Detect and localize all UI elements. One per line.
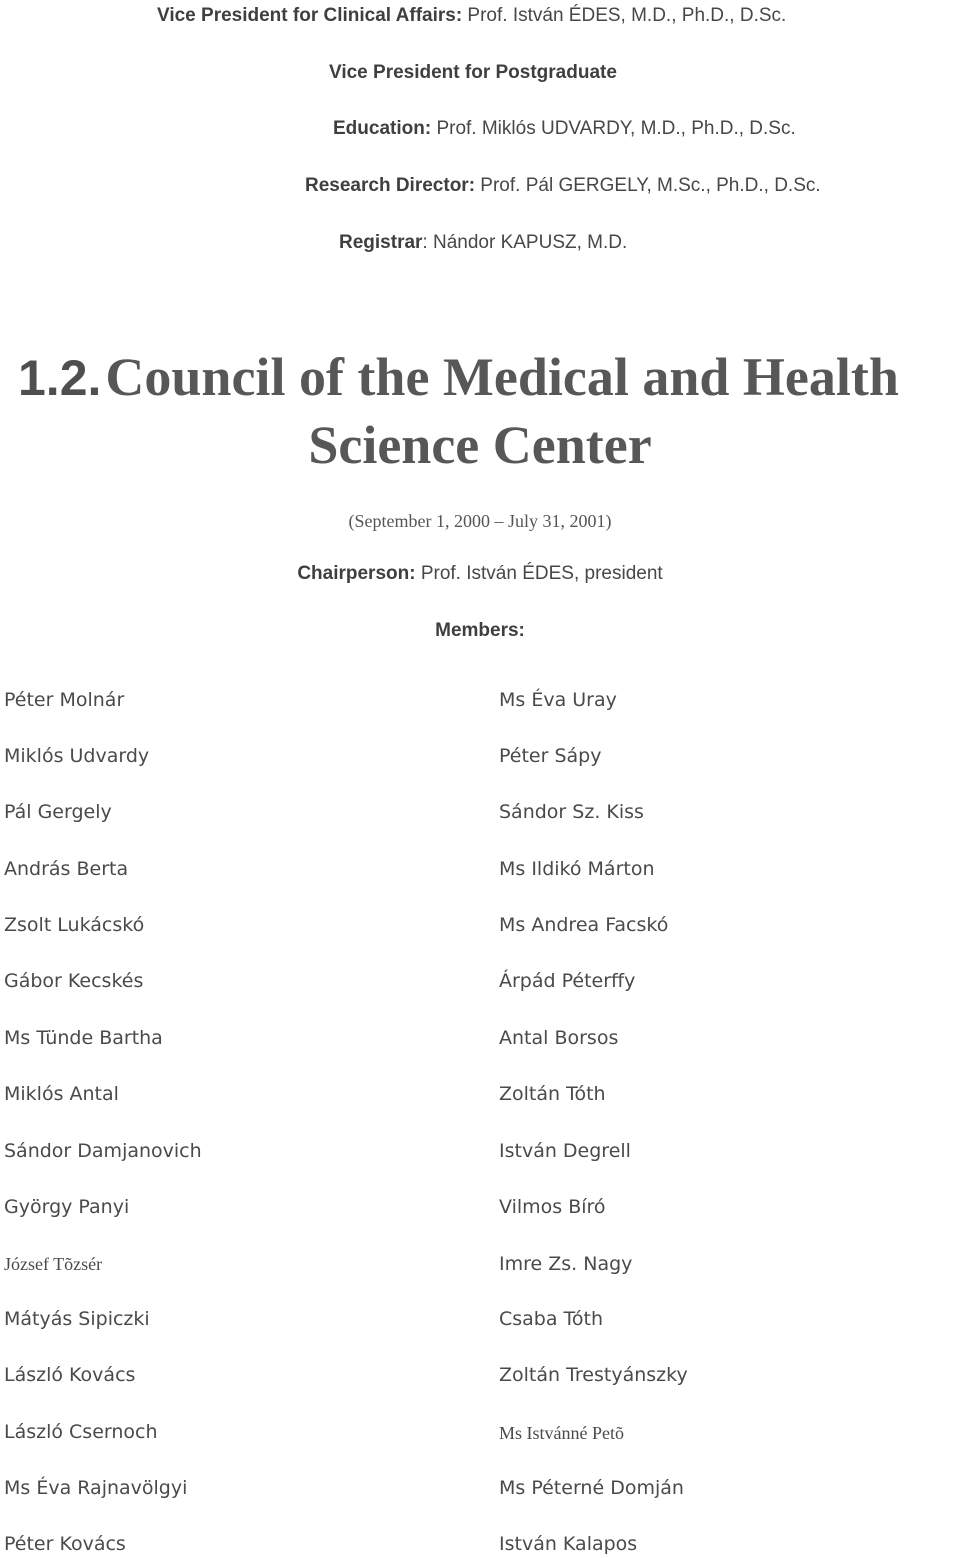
- member-name: József Tõzsér: [4, 1254, 103, 1274]
- member-name: Ms Tünde Bartha: [4, 1027, 163, 1049]
- member-name: Vilmos Bíró: [499, 1196, 606, 1218]
- officer-label: Research Director:: [305, 175, 476, 196]
- member-name: Miklós Udvardy: [4, 745, 150, 767]
- officer-value: Prof. Miklós UDVARDY, M.D., Ph.D., D.Sc.: [431, 118, 796, 139]
- member-name: László Kovács: [4, 1364, 136, 1386]
- section-number: 1.2.: [18, 350, 102, 406]
- member-name: István Kalapos: [499, 1533, 638, 1555]
- member-name: Mátyás Sipiczki: [4, 1308, 150, 1330]
- member-name: Miklós Antal: [4, 1083, 119, 1105]
- member-name: Ms Ildikó Márton: [499, 858, 655, 880]
- member-name: Gábor Kecskés: [4, 970, 144, 992]
- officer-label: Vice President for Clinical Affairs:: [157, 5, 463, 26]
- member-name: Ms Istvánné Petõ: [499, 1423, 624, 1443]
- member-name: Sándor Damjanovich: [4, 1140, 202, 1162]
- member-name: Péter Molnár: [4, 689, 125, 711]
- member-name: Árpád Péterffy: [499, 970, 636, 992]
- member-name: Csaba Tóth: [499, 1308, 604, 1330]
- officer-vp-clinical: [157, 4, 786, 28]
- officer-registrar: [339, 231, 627, 255]
- officer-vp-postgraduate: [329, 61, 617, 85]
- chairperson-line: [0, 562, 960, 586]
- officer-research-director: [305, 174, 821, 198]
- chairperson-value: Prof. István ÉDES, president: [415, 563, 663, 584]
- member-name: Ms Péterné Domján: [499, 1477, 684, 1499]
- member-name: Sándor Sz. Kiss: [499, 801, 644, 823]
- member-name: Antal Borsos: [499, 1027, 619, 1049]
- member-name: György Panyi: [4, 1196, 130, 1218]
- member-name: Ms Andrea Facskó: [499, 914, 669, 936]
- member-name: Pál Gergely: [4, 801, 112, 823]
- member-name: Zsolt Lukácskó: [4, 914, 145, 936]
- member-name: Péter Sápy: [499, 745, 602, 767]
- section-title-line1: Council of the Medical and Health: [105, 347, 899, 407]
- officer-value: : Nándor KAPUSZ, M.D.: [422, 232, 628, 253]
- officer-label: Vice President for Postgraduate: [329, 62, 617, 83]
- officer-education: [333, 117, 796, 141]
- member-name: Péter Kovács: [4, 1533, 126, 1555]
- member-name: Zoltán Trestyánszky: [499, 1364, 688, 1386]
- member-name: András Berta: [4, 858, 129, 880]
- member-name: Imre Zs. Nagy: [499, 1253, 633, 1275]
- member-name: Zoltán Tóth: [499, 1083, 606, 1105]
- members-label: Members:: [435, 620, 525, 641]
- member-name: István Degrell: [499, 1140, 631, 1162]
- officer-value: Prof. István ÉDES, M.D., Ph.D., D.Sc.: [462, 5, 787, 26]
- member-name: Ms Éva Uray: [499, 689, 617, 711]
- officer-label: Education:: [333, 118, 432, 139]
- chairperson-label: Chairperson:: [297, 563, 416, 584]
- section-heading: [18, 346, 958, 408]
- officer-label: Registrar: [339, 232, 423, 253]
- section-period: (September 1, 2000 – July 31, 2001): [348, 511, 612, 531]
- officer-value: Prof. Pál GERGELY, M.Sc., Ph.D., D.Sc.: [475, 175, 821, 196]
- member-name: László Csernoch: [4, 1421, 158, 1443]
- member-name: Ms Éva Rajnavölgyi: [4, 1477, 188, 1499]
- section-title-line2: Science Center: [308, 415, 652, 475]
